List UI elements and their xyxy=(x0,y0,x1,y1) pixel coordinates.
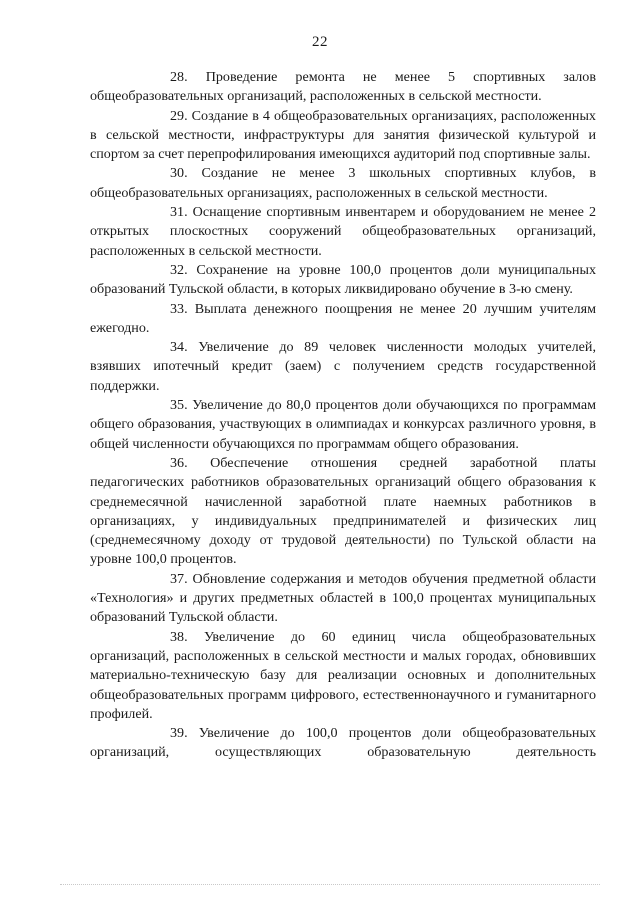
item-number: 34. xyxy=(170,339,188,356)
item-text: Сохранение на уровне 100,0 процентов доли муниципальных образований Тульской области, в которых ликвидировано обучение в 3-ю смену. xyxy=(90,261,596,298)
list-item xyxy=(90,570,596,628)
scan-artifact-divider xyxy=(60,884,600,889)
page-number: 22 xyxy=(312,34,328,50)
item-text: Создание в 4 общеобразовательных организациях, расположенных в сельской местности, инфраструктуры для занятия физической культурой и спортом за счет перепрофилирования имеющихся аудиторий под спортивные залы. xyxy=(90,107,596,163)
item-number: 36. xyxy=(170,454,188,471)
list-item xyxy=(90,724,596,763)
document-body xyxy=(90,68,596,763)
list-item xyxy=(90,164,596,203)
item-text: Оснащение спортивным инвентарем и оборудованием не менее 2 открытых плоскостных сооружений общеобразовательных организаций, расположенных в сельской местности. xyxy=(90,204,596,259)
item-text: Обеспечение отношения средней заработной платы педагогических работников образовательных организаций общего образования к среднемесячной начисленной заработной плате наемных работников в организациях, у индивидуальных предпринимателей и физических лиц (среднемесячному доходу от трудовой деятельности) по Тульской области на уровне 100,0 процентов. xyxy=(90,454,596,568)
item-text: Увеличение до 80,0 процентов доли обучающихся по программам общего образования, участвующих в олимпиадах и конкурсах различного уровня, в общей численности обучающихся по программам общего образования. xyxy=(90,397,596,452)
item-number: 35. xyxy=(170,397,188,414)
list-item xyxy=(90,396,596,454)
list-item xyxy=(90,203,596,261)
item-text: Обновление содержания и методов обучения предметной области «Технология» и других предметных областей в 100,0 процентах муниципальных образований Тульской области. xyxy=(90,570,596,626)
list-item xyxy=(90,628,596,724)
item-text: Выплата денежного поощрения не менее 20 лучшим учителям ежегодно. xyxy=(90,300,596,336)
item-number: 39. xyxy=(170,725,188,742)
list-item xyxy=(90,107,596,165)
list-item xyxy=(90,68,596,107)
item-number: 37. xyxy=(170,570,188,587)
list-item xyxy=(90,454,596,570)
item-text: Увеличение до 100,0 процентов доли общеобразовательных организаций, осуществляющих образовательную деятельность xyxy=(90,725,596,761)
item-number: 29. xyxy=(170,107,188,124)
item-number: 32. xyxy=(170,261,188,278)
item-text: Создание не менее 3 школьных спортивных клубов, в общеобразовательных организациях, расположенных в сельской местности. xyxy=(90,165,596,201)
item-number: 30. xyxy=(170,165,188,182)
item-text: Увеличение до 60 единиц числа общеобразовательных организаций, расположенных в сельской местности и малых городах, обновивших материально-техническую базу для реализации основных и дополнительных общеобразовательных программ цифрового, естественнонаучного и гуманитарного профилей. xyxy=(90,628,596,722)
item-text: Увеличение до 89 человек численности молодых учителей, взявших ипотечный кредит (заем) с получением средств государственной поддержки. xyxy=(90,339,596,394)
list-item xyxy=(90,338,596,396)
item-number: 33. xyxy=(170,300,188,317)
item-number: 28. xyxy=(170,69,188,85)
item-number: 31. xyxy=(170,204,188,221)
item-text: Проведение ремонта не менее 5 спортивных залов общеобразовательных организаций, расположенных в сельской местности. xyxy=(90,69,596,105)
list-item xyxy=(90,300,596,339)
item-number: 38. xyxy=(170,628,188,645)
list-item xyxy=(90,261,596,300)
